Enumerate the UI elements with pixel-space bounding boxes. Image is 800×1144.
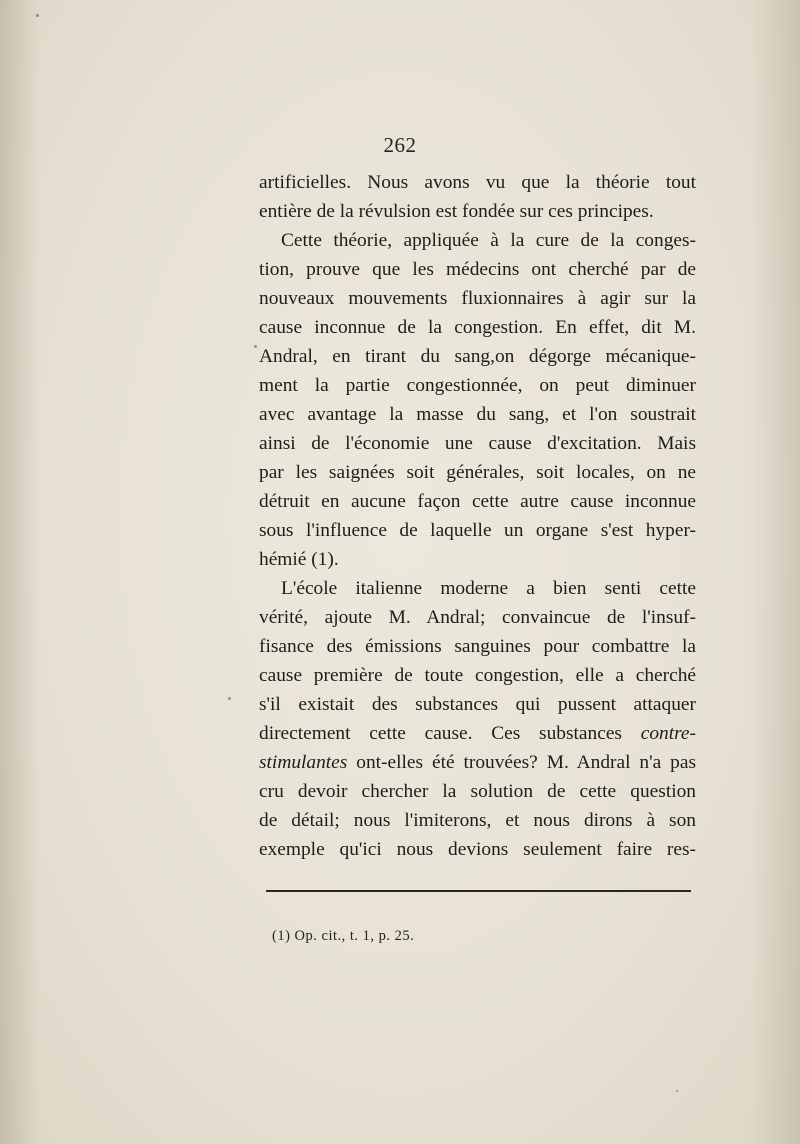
footnote-rule	[266, 890, 691, 892]
text-line: entière de la révulsion est fondée sur ces principes.	[259, 201, 654, 222]
paper-speck	[676, 1090, 678, 1092]
paper-speck	[36, 14, 39, 17]
text-line	[259, 748, 696, 777]
text-line: s'il existait des substances qui pussent attaquer	[259, 694, 696, 715]
italic-term: stimulantes	[259, 752, 348, 773]
paper-speck	[228, 697, 231, 700]
paper-speck	[254, 345, 257, 348]
text-line: vérité, ajoute M. Andral; convaincue de l'insuf-	[259, 607, 696, 628]
text-line: ment la partie congestionnée, on peut diminuer	[259, 375, 696, 396]
left-edge-shadow	[0, 0, 40, 1144]
text-line: de détail; nous l'imiterons, et nous dirons à son	[259, 810, 696, 831]
text-line: fisance des émissions sanguines pour combattre la	[259, 636, 696, 657]
text-line: ainsi de l'économie une cause d'excitation. Mais	[259, 433, 696, 454]
text-line: L'école italienne moderne a bien senti cette	[281, 578, 696, 599]
text-line: avec avantage la masse du sang, et l'on soustrait	[259, 404, 696, 425]
text-line: cause première de toute congestion, elle a cherché	[259, 665, 696, 686]
text-line: tion, prouve que les médecins ont cherché par de	[259, 259, 696, 280]
italic-term: contre-	[640, 723, 696, 744]
text-line: sous l'influence de laquelle un organe s'est hyper-	[259, 520, 696, 541]
text-line	[259, 719, 696, 748]
text-line: Cette théorie, appliquée à la cure de la conges-	[281, 230, 696, 251]
right-edge-shadow	[750, 0, 800, 1144]
text-line: par les saignées soit générales, soit locales, on ne	[259, 462, 696, 483]
text-line: détruit en aucune façon cette autre cause inconnue	[259, 491, 696, 512]
text-line: artificielles. Nous avons vu que la théorie tout	[259, 172, 696, 193]
text-line: hémié (1).	[259, 549, 339, 570]
text-line: exemple qu'ici nous devions seulement faire res-	[259, 839, 696, 860]
text-line: nouveaux mouvements fluxionnaires à agir sur la	[259, 288, 696, 309]
text-segment: ont-elles été trouvées? M. Andral n'a pas	[347, 752, 696, 773]
text-line: cause inconnue de la congestion. En effet, dit M.	[259, 317, 696, 338]
text-line: Andral, en tirant du sang,on dégorge mécanique-	[259, 346, 696, 367]
footnote: (1) Op. cit., t. 1, p. 25.	[272, 928, 415, 944]
body-text	[259, 168, 696, 864]
text-line: cru devoir chercher la solution de cette question	[259, 781, 696, 802]
text-segment: directement cette cause. Ces substances	[259, 723, 641, 744]
page-number: 262	[383, 133, 417, 157]
